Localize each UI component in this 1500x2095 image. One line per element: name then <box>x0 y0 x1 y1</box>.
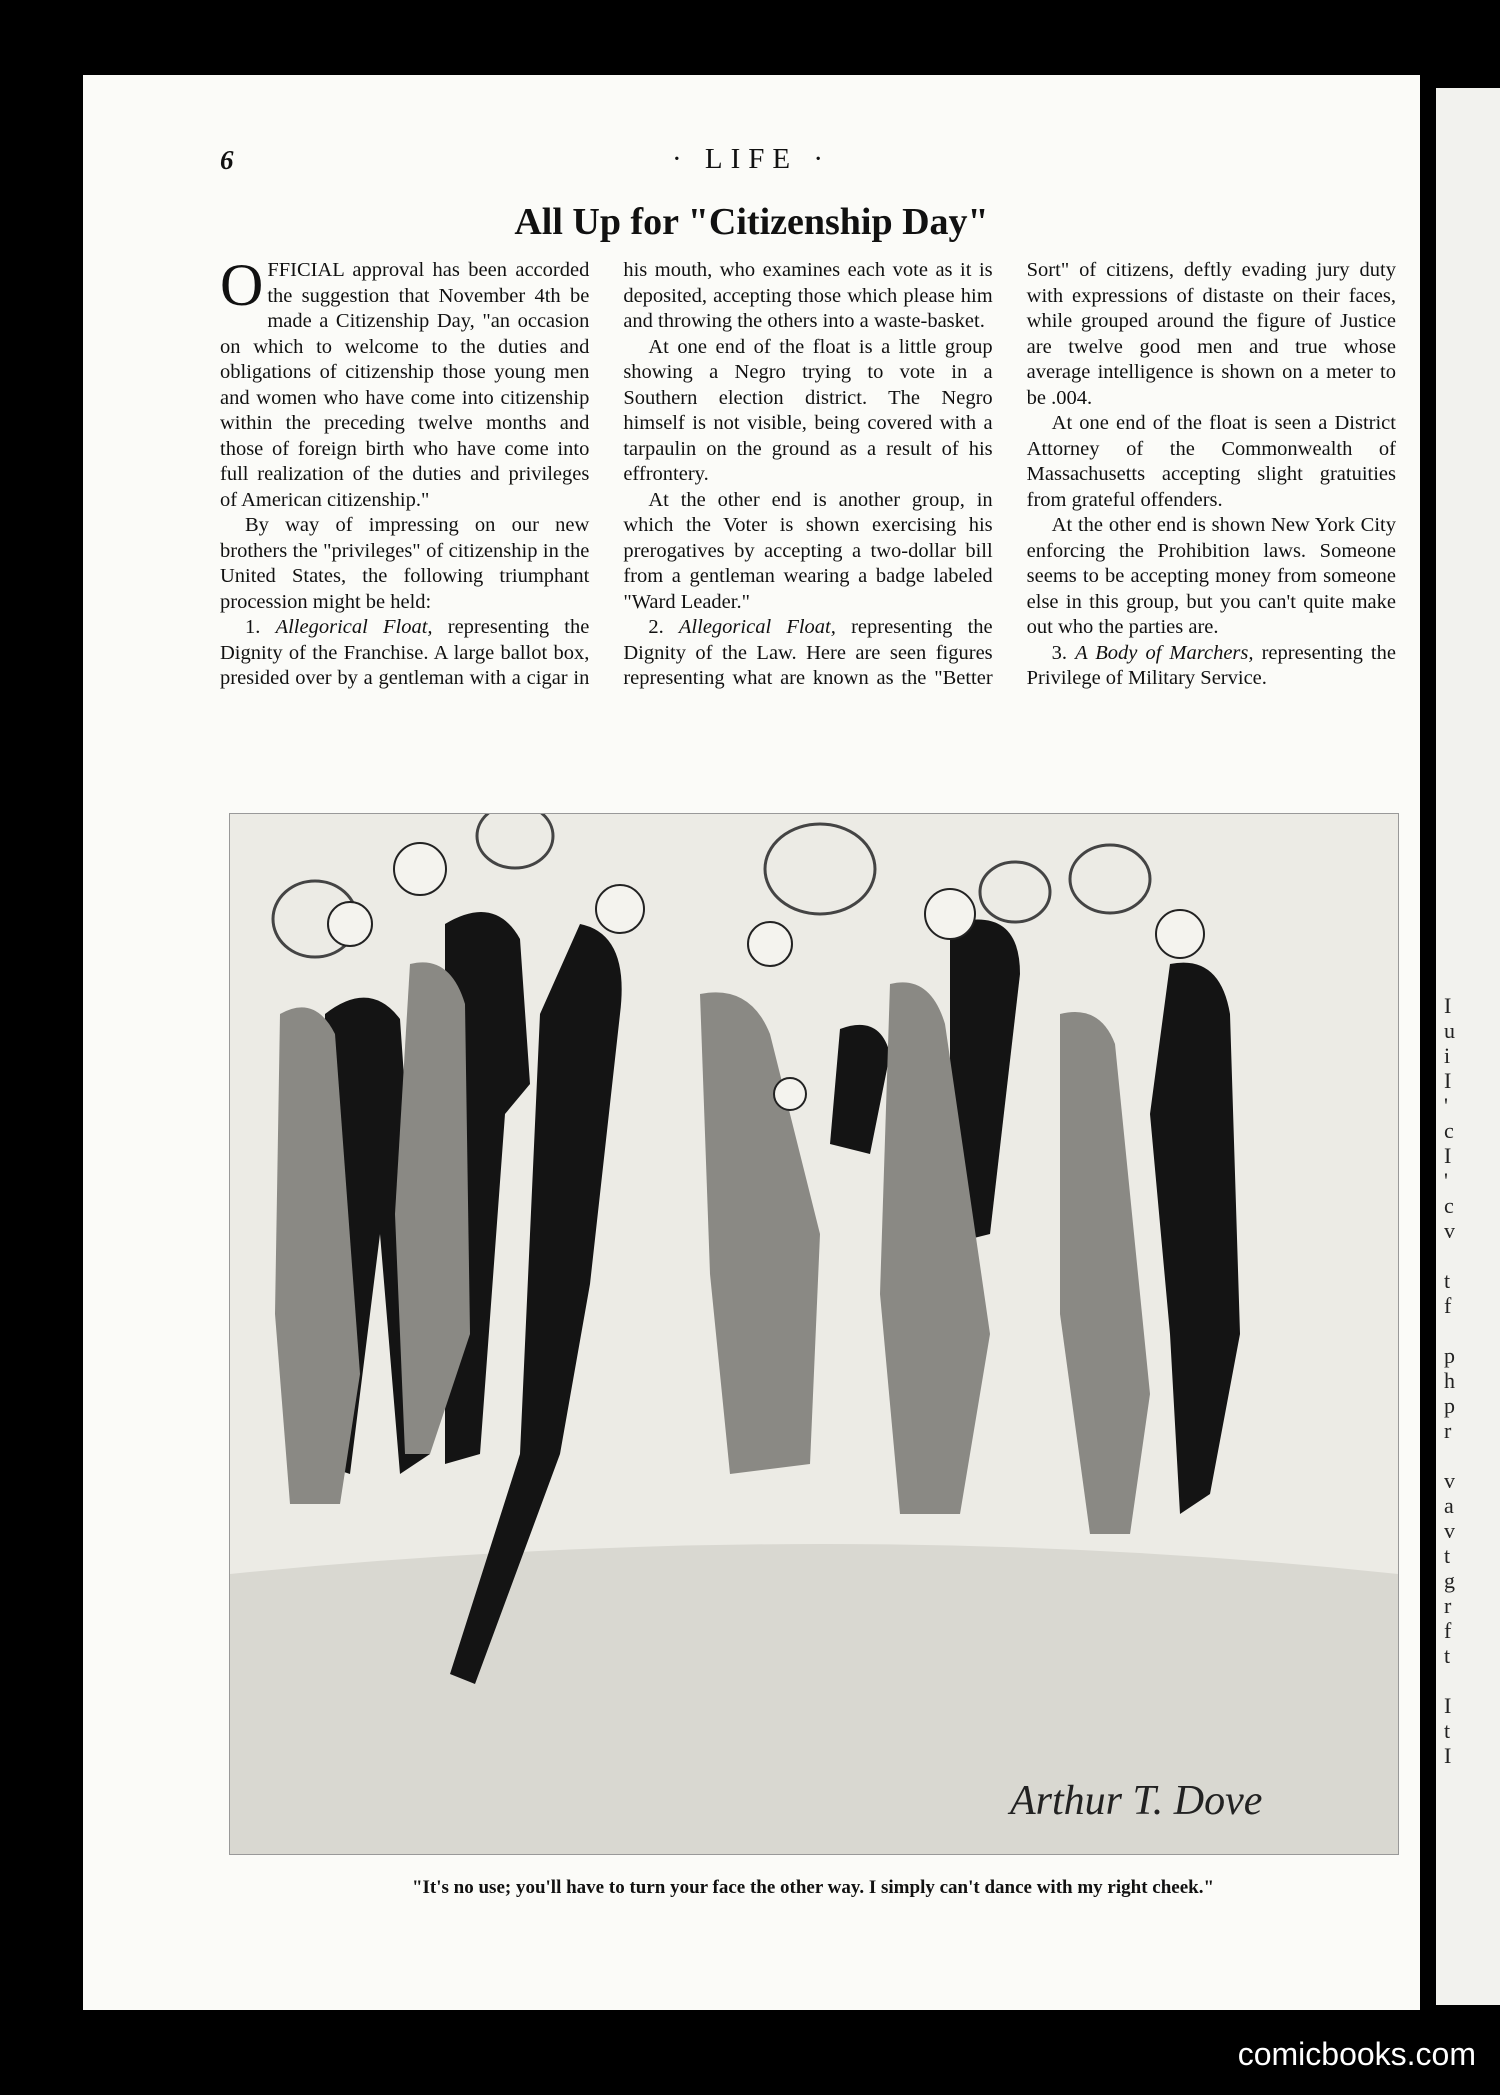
paragraph-2: By way of impressing on our new brothers the "privileges" of citizenship in the United States, the following triumphant procession might be held: <box>220 514 590 613</box>
dance-illustration <box>229 813 1399 1855</box>
paragraph-6: At the other end is shown New York City enforcing the Prohibition laws. Someone seems to be accepting money from someone else in this group, but you can't quite make out who the parties are. <box>1026 514 1396 638</box>
masthead: · LIFE · <box>671 143 832 175</box>
paragraph-5: At one end of the float is seen a District Attorney of the Commonwealth of Massachusetts accepting slight gratuities from grateful offenders. <box>1026 412 1396 511</box>
watermark: comicbooks.com <box>1237 2036 1476 2072</box>
paragraph-4: At the other end is another group, in which the Voter is shown exercising his prerogatives by accepting a two-dollar bill from a gentleman wearing a badge labeled "Ward Leader." <box>623 488 993 613</box>
paragraph-1: OFFICIAL approval has been accorded the suggestion that November 4th be made a Citizenship Day, "an occasion on which to welcome to the duties and obligations of citizenship those young men and women who have come into citizenship within the preceding twelve months and those of foreign birth who have come into full realization of the duties and privileges of American citizenship." <box>220 252 590 511</box>
drop-cap: O <box>220 252 264 318</box>
article-body <box>220 252 1396 848</box>
article-title: All Up for "Citizenship Day" <box>514 201 989 243</box>
item-2: 2. Allegorical Float, representing the Dignity of the Law. Here are seen figures representing what are known as the "Better Sort" of citizens, deftly evading jury duty with expressions of distaste on their faces, while grouped around the figure of Justice are twelve good men and true whose average intelligence is shown on a meter to be .004. <box>623 259 1396 689</box>
adjacent-page-edge <box>1436 88 1500 2005</box>
illustration-caption: "It's no use; you'll have to turn your face the other way. I simply can't dance with my right cheek." <box>411 1877 1215 1898</box>
item-1: 1. Allegorical Float, representing the Dignity of the Franchise. A large ballot box, presided over by a gentleman with a cigar in his mouth, who examines each vote as it is deposited, accepting those which please him and throwing the others into a waste-basket. <box>220 259 993 689</box>
item-3: 3. A Body of Marchers, representing the Privilege of Military Service. <box>1026 641 1396 689</box>
adjacent-page-text: I u i I ' c I ' c v t f p h p r v a v t g r f t I t I <box>1444 993 1455 1768</box>
illustration-drawing <box>230 814 1398 1854</box>
paragraph-3: At one end of the float is a little group showing a Negro trying to vote in a Southern election district. The Negro himself is not visible, being covered with a tarpaulin on the ground as a result of his effrontery. <box>623 335 993 485</box>
artist-signature: Arthur T. Dove <box>1010 1778 1263 1824</box>
page-number: 6 <box>220 145 234 175</box>
